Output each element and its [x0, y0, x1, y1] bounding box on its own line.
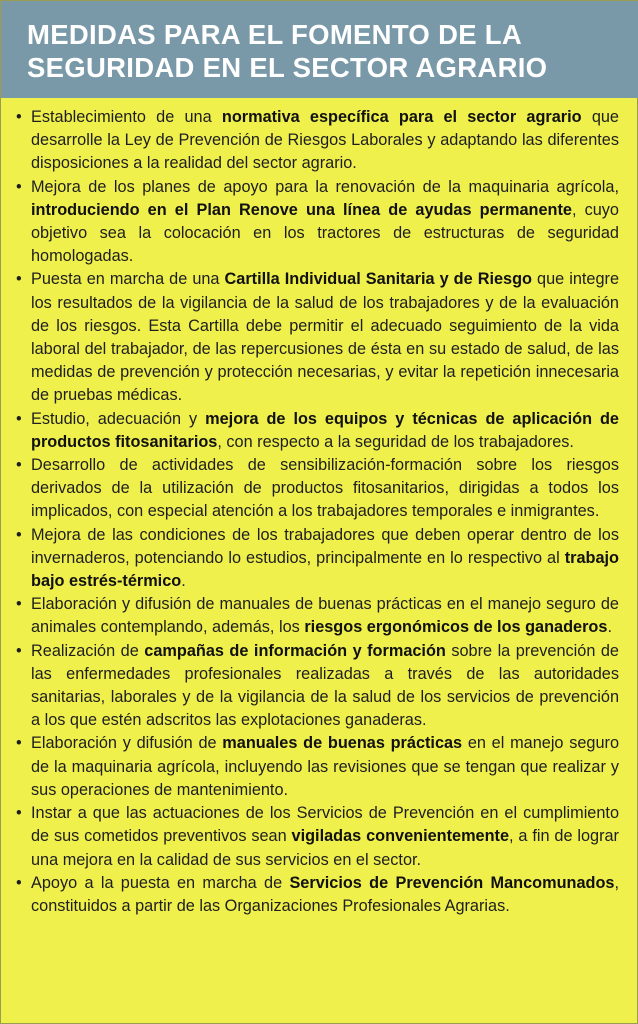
item-text: Mejora de las condiciones de los trabajadores que deben operar dentro de los invernaderos, potenciando lo estudios, principalmente en lo respectivo al — [31, 525, 619, 567]
list-item — [16, 524, 619, 594]
item-emphasis: normativa específica para el sector agrario — [221, 108, 582, 126]
item-text: que desarrolle la Ley de Prevención de Riesgos Laborales y adaptando las diferentes disposiciones a la realidad del sector agrario. — [31, 108, 619, 173]
bullet-icon: • — [16, 804, 22, 823]
item-emphasis: trabajo bajo estrés-térmico — [31, 548, 619, 591]
bullet-icon: • — [16, 873, 22, 892]
box-title — [27, 18, 638, 84]
list-item — [16, 408, 619, 454]
item-text: , a fin de lograr una mejora en la calidad de sus servicios en el sector. — [31, 827, 619, 869]
item-text: Puesta en marcha de una — [31, 270, 225, 289]
bullet-icon: • — [16, 409, 22, 428]
item-emphasis: manuales de buenas prácticas — [222, 734, 463, 753]
item-text: Instar a que las actuaciones de los Servicios de Prevención en el cumplimiento de sus cometidos preventivos sean — [31, 804, 619, 846]
list-item — [16, 454, 619, 524]
item-text: Estudio, adecuación y — [31, 409, 206, 428]
item-emphasis: campañas de información y formación — [144, 641, 446, 660]
bullet-icon: • — [16, 641, 22, 660]
title-line-2: SEGURIDAD EN EL SECTOR AGRARIO — [27, 52, 548, 83]
bullet-icon: • — [16, 108, 22, 126]
list-item — [16, 872, 619, 918]
item-text: . — [607, 618, 612, 637]
item-text: Establecimiento de una — [31, 108, 222, 126]
item-emphasis: introduciendo en el Plan Renove una línea de ayudas permanente — [31, 200, 572, 219]
item-text: Desarrollo de actividades de sensibilización-formación sobre los riesgos derivados de la utilización de productos fitosanitarios, dirigidas a todos los implicados, con especial atención a los trabajadores temporales e inmigrantes. — [31, 456, 619, 521]
list-item — [16, 268, 619, 407]
item-text: , con respecto a la seguridad de los trabajadores. — [217, 432, 574, 451]
item-text: , constituidos a partir de las Organizaciones Profesionales Agrarias. — [31, 873, 619, 915]
bullet-icon: • — [16, 270, 22, 289]
item-text: sobre la prevención de las enfermedades profesionales realizadas a través de las autoridades sanitarias, laborales y de la vigilancia de la salud de los servicios de prevención a los que estén adscritos las explotaciones ganaderas. — [31, 641, 619, 730]
bullet-icon: • — [16, 595, 22, 614]
item-text: en el manejo seguro de la maquinaria agrícola, incluyendo las revisiones que se tengan que realizar y sus operaciones de mantenimiento. — [31, 734, 620, 799]
item-emphasis: riesgos ergonómicos de los ganaderos — [304, 618, 608, 637]
item-text: Apoyo a la puesta en marcha de — [31, 873, 290, 892]
list-item — [16, 802, 619, 872]
item-text: . — [181, 572, 186, 591]
bullet-icon: • — [16, 734, 22, 753]
list-item — [16, 176, 619, 269]
list-item — [16, 106, 619, 176]
title-line-1: MEDIDAS PARA EL FOMENTO DE LA — [27, 19, 523, 50]
item-emphasis: vigiladas convenientemente — [291, 827, 510, 846]
item-text: Realización de — [31, 641, 145, 660]
item-emphasis: mejora de los equipos y técnicas de aplicación de productos fitosanitarios — [31, 409, 619, 451]
bullet-icon: • — [16, 456, 22, 475]
item-text: Elaboración y difusión de — [31, 734, 223, 753]
item-text: Mejora de los planes de apoyo para la renovación de la maquinaria agrícola, — [31, 177, 619, 196]
bullet-icon: • — [16, 525, 22, 544]
item-text: Elaboración y difusión de manuales de buenas prácticas en el manejo seguro de animales contemplando, además, los — [31, 595, 619, 637]
item-text: que integre los resultados de la vigilancia de la salud de los trabajadores y de la evaluación de los riesgos. Esta Cartilla debe permitir el adecuado seguimiento de la vida laboral del trabajador, de las repercusiones de ésta en su estado de salud, de las medidas de prevención y protección necesarias, y evitar la repetición innecesaria de pruebas médicas. — [31, 270, 619, 405]
measures-list — [16, 106, 619, 918]
box-header — [1, 1, 638, 98]
list-item — [16, 593, 619, 639]
item-text: , cuyo objetivo sea la colocación en los tractores de estructuras de seguridad homologadas. — [31, 200, 619, 266]
item-emphasis: Cartilla Individual Sanitaria y de Riesgo — [224, 270, 532, 289]
bullet-icon: • — [16, 177, 22, 196]
list-item — [16, 640, 619, 733]
list-item — [16, 732, 619, 802]
item-emphasis: Servicios de Prevención Mancomunados — [289, 873, 615, 892]
